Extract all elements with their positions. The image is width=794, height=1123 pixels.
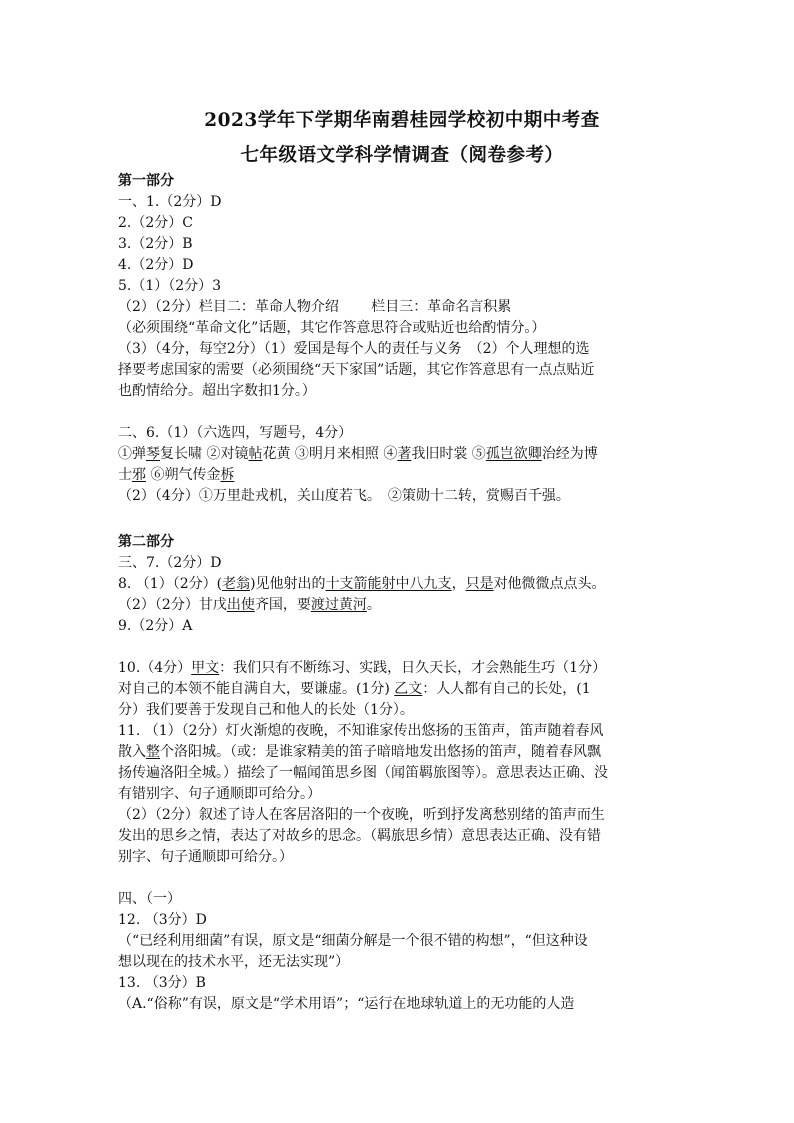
text-run: 治经为博 [541,446,598,462]
answer-q10-line3: 分）我们要善于发现自己和他人的长处（1分）。 [118,702,414,718]
answer-q3: 3.（2分）B [118,236,193,252]
answer-q6-heading: 二、6.（1）（六选四，写题号，4分） [118,425,353,441]
text-run: 8. （1）（2分）( [118,576,223,592]
answer-q11-line6: 发出的思乡之情，表达了对故乡的思念。（羁旅思乡情）意思表达正确、没有错 [118,828,601,844]
part-one-heading: 第一部分 [118,173,174,189]
answer-q9: 9.（2分）A [118,618,193,634]
answer-q12-explain-line1: （“已经利用细菌”有误，原文是“细菌分解是一个很不错的构想”，“但这种设 [118,933,588,949]
answer-q4: 4.（2分）D [118,257,194,273]
spacer [118,868,686,889]
answer-q5-3-line3: 也酌情给分。超出字数扣1分。） [118,383,316,399]
underlined-phrase: 渡过黄河 [310,597,367,613]
answer-q5-2: （2）（2分）栏目二：革命人物介绍 栏目三：革命名言积累 [118,299,512,315]
answer-q5-3-line2: 择要考虑国家的需要（必须围绕“天下家国”话题，其它作答意思有一点点贴近 [118,362,595,378]
text-run: 复长啸 ②对镜 [160,446,249,462]
text-run: 。 [366,597,381,613]
spacer [118,402,686,423]
answer-q5-3-line1: （3）（4分，每空2分）（1）爱国是每个人的责任与义务 （2）个人理想的选 [118,341,590,357]
answer-q12-explain-line2: 想以现在的技术水平，还无法实现”） [118,954,350,970]
underlined-phrase: 甲文 [191,660,220,676]
text-run: （2）（2分）甘戊 [118,597,227,613]
answer-q8-2 [118,595,686,616]
text-run: 个洛阳城。（或：是谁家精美的笛子暗暗地发出悠扬的笛声，随着春风飘 [160,744,601,760]
text-run: 我旧时裳 ⑤ [411,446,486,462]
answer-sheet [118,98,686,1015]
section-four-heading: 四、（一） [118,891,181,907]
underlined-phrase: 出使 [226,597,255,613]
text-run: ：人人都有自己的长处，(1 [422,681,591,697]
answer-q11-line7: 别字、句子通顺即可给分。） [118,849,293,865]
answer-q11-line2 [118,742,686,763]
answer-q12: 12. （3分）D [118,912,207,928]
answer-q11-line3: 扬传遍洛阳全城。）描绘了一幅闻笛思乡图（闻笛羁旅图等）。意思表达正确、没 [118,765,608,781]
underlined-phrase: 乙文 [394,681,423,697]
text-run: 散入 [118,744,146,760]
underlined-phrase: 老翁 [222,576,251,592]
answer-q11-line5: （2）（2分）叙述了诗人在客居洛阳的一个夜晚，听到抒发离愁别绪的笛声而生 [118,807,605,823]
answer-q7: 三、7.（2分）D [118,555,222,571]
underlined-phrase: 只是 [465,576,494,592]
text-run: 10.（4分） [118,660,192,676]
answer-q13-explain-line1: （A.“俗称”有误，原文是“学术用语”；“运行在地球轨道上的无功能的人造 [118,996,575,1012]
underlined-phrase: 孤岂欲卿 [485,446,542,462]
answer-q6-2: （2）（4分）①万里赴戎机，关山度若飞。 ②策勋十二转，赏赐百千强。 [118,488,570,504]
underlined-char: 帖 [248,446,263,462]
text-run: ⑥朔气传金 [146,467,221,483]
underlined-char: 柝 [220,467,235,483]
answer-q10-line2 [118,679,686,700]
underlined-char: 整 [146,744,160,760]
document-title: 2023学年下学期华南碧桂园学校初中期中考查 [204,110,600,131]
answer-q10-line1 [118,658,686,679]
underlined-char: 著 [397,446,412,462]
answer-q5-1: 5.（1）（2分）3 [118,278,222,294]
text-run: ①弹 [118,446,146,462]
answer-q6-line2 [118,465,686,486]
text-run: ：我们只有不断练习、实践，日久天长，才会熟能生巧（1分） [219,660,607,676]
answer-q1: 一、1.（2分）D [118,194,222,210]
text-run: )见他射出的 [250,576,326,592]
answer-q11-line1: 11. （1）（2分）灯火渐熄的夜晚，不知谁家传出悠扬的玉笛声，笛声随着春风 [118,723,604,739]
text-run: 花黄 ③明月来相照 ④ [262,446,398,462]
underlined-phrase: 十支箭能射中八九支 [325,576,452,592]
text-run: 士 [118,467,132,483]
document-subtitle: 七年级语文学科学情调查（阅卷参考） [240,145,564,166]
spacer [118,637,686,658]
underlined-char: 邪 [132,467,146,483]
part-two-heading: 第二部分 [118,534,174,550]
answer-q13: 13. （3分）B [118,975,206,991]
underlined-char: 琴 [146,446,160,462]
answer-q8-1 [118,574,686,595]
answer-q2: 2.（2分）C [118,215,193,231]
answer-q11-line4: 有错别字、句子通顺即可给分。） [118,786,321,802]
spacer [118,507,686,528]
text-run: 齐国，要 [254,597,311,613]
answer-q6-line1 [118,444,686,465]
answer-q5-2-note: （必须围绕“革命文化”话题，其它作答意思符合或贴近也给酌情分。） [118,320,546,336]
text-run: 对自己的本领不能自满自大，要谦虚。(1分) [118,681,395,697]
text-run: ， [451,576,466,592]
text-run: 对他微微点点头。 [493,576,606,592]
